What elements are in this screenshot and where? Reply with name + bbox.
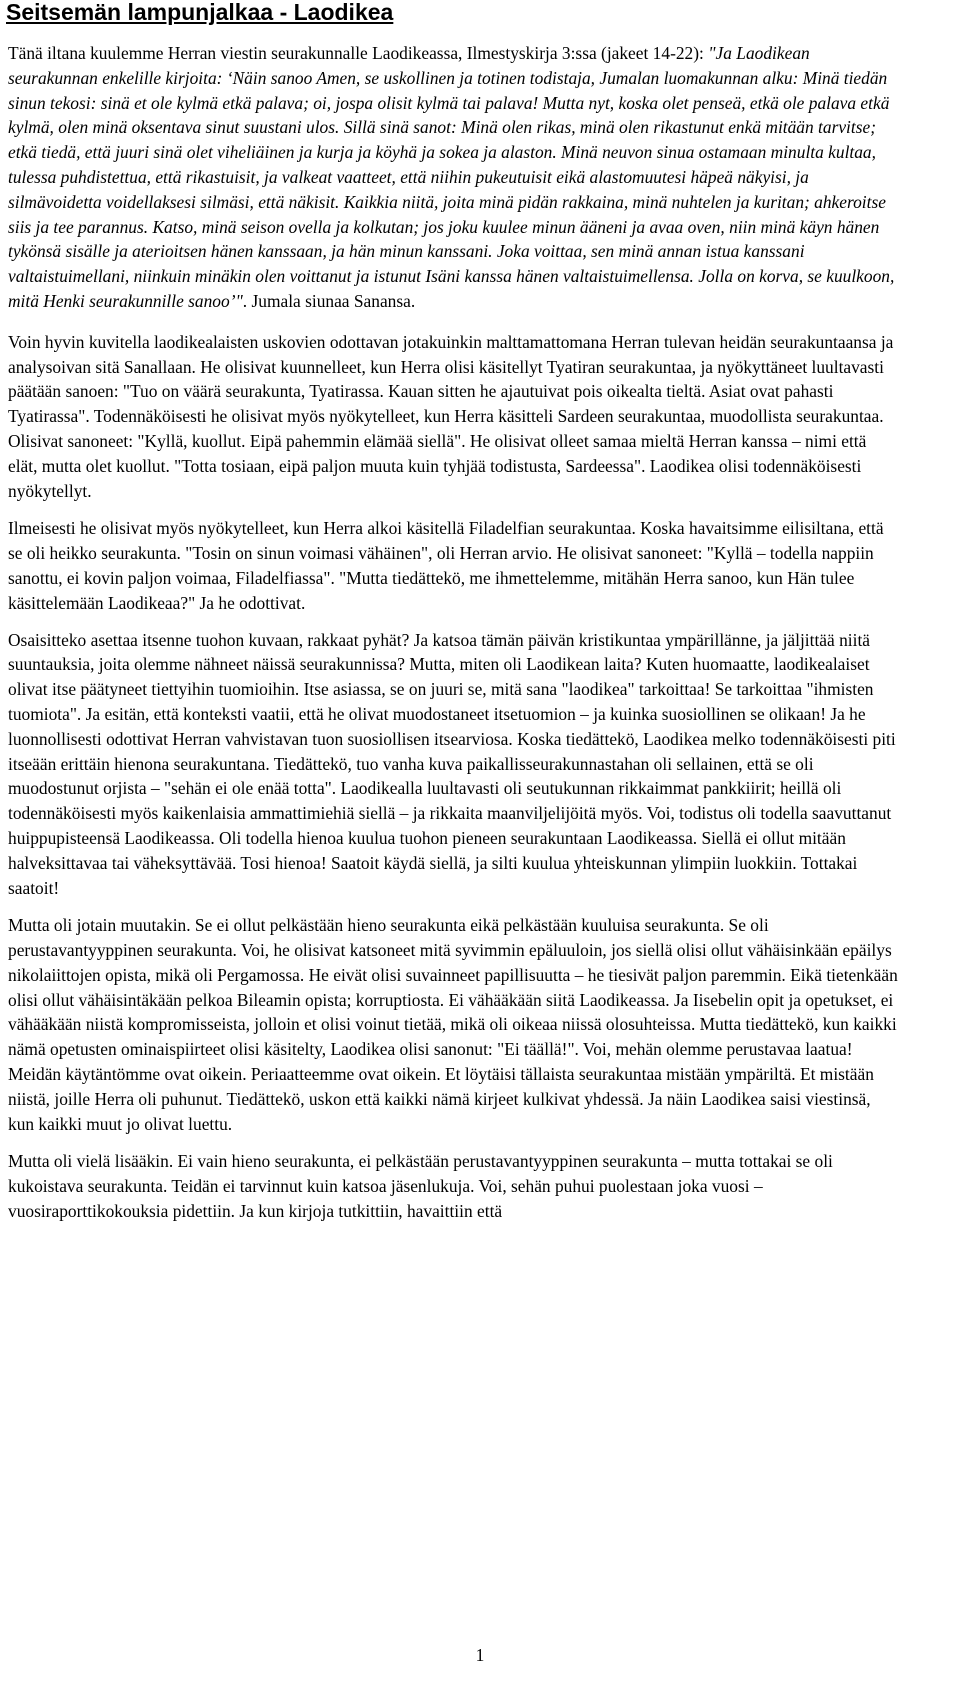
document-body xyxy=(8,41,898,1224)
document-title: Seitsemän lampunjalkaa - Laodikea xyxy=(6,0,394,25)
page-number: 1 xyxy=(475,1645,485,1665)
intro-paragraph xyxy=(8,41,898,314)
intro-lead: Tänä iltana kuulemme Herran viestin seurakunnalle Laodikeassa, Ilmestyskirja 3:ssa (jakeet 14-22): xyxy=(8,43,709,63)
body-paragraph-2: Ilmeisesti he olisivat myös nyökytelleet, kun Herra alkoi käsitellä Filadelfian seurakuntaa. Koska havaitsimme eilisiltana, että se oli heikko seurakunta. "Tosin on sinun voimasi vähäinen", oli Herran arvio. He olisivat sanoneet: "Kyllä – todella nappiin sanottu, ei kovin paljon voimaa, Filadelfiassa". "Mutta tiedättekö, me ihmettelemme, mitähän Herra sanoo, kun Hän tulee käsittelemään Laodikeaa?" Ja he odottivat. xyxy=(8,518,884,613)
body-paragraph-4: Mutta oli jotain muutakin. Se ei ollut pelkästään hieno seurakunta eikä pelkästään kuuluisa seurakunta. Se oli perustavantyyppinen seurakunta. Voi, he olisivat katsoneet mitä syvimmin epäluuloin, jos siellä olisi ollut vähäisinkään epäilys nikolaiittojen opista, mikä oli Pergamossa. He eivät olisi suvainneet papillisuutta – he tiesivät paljon paremmin. Eikä tietenkään olisi ollut vähäisintäkään pelkoa Bileamin opista; korruptiosta. Ei vähääkään siitä Laodikeassa. Ja Iisebelin opit ja opetukset, ei vähääkään niistä kompromisseista, jolloin et olisi voinut tietää, mikä oli oikeaa niissä olosuhteissa. Mutta tiedättekö, kun kaikki nämä opetusten ominaispiirteet olisi käsitelty, Laodikea olisi sanonut: "Ei täällä!". Voi, mehän olemme perustavaa laatua! Meidän käytäntömme ovat oikein. Periaatteemme ovat oikein. Et löytäisi tällaista seurakuntaa mistään ympäriltä. Et mistään niistä, joille Herra oli puhunut. Tiedättekö, uskon että kaikki nämä kirjeet kulkivat yhdessä. Ja näin Laodikea saisi viestinsä, kun kaikki muut jo olivat luettu. xyxy=(8,915,898,1134)
body-paragraph-1: Voin hyvin kuvitella laodikealaisten uskovien odottavan jotakuinkin malttamattomana Herran tulevan heidän seurakuntaansa ja analysoivan sitä Sanallaan. He olisivat kuunnelleet, kun Herra olisi käsitellyt Tyatiran seurakuntaa, ja nyökyttäneet luultavasti päätään sanoen: "Tuo on väärä seurakunta, Tyatirassa. Kauan sitten he ajautuivat pois oikealta tieltä. Asiat ovat pahasti Tyatirassa". Todennäköisesti he olisivat myös nyökytelleet, kun Herra käsitteli Sardeen seurakuntaa, muodollista seurakuntaa. Olisivat sanoneet: "Kyllä, kuollut. Eipä pahemmin elämää siellä". He olisivat olleet samaa mieltä Herran kanssa – nimi että elät, mutta olet kuollut. "Totta tosiaan, eipä paljon muuta kuin tyhjää todistusta, Sardeessa". Laodikea olisi todennäköisesti nyökytellyt. xyxy=(8,331,894,501)
body-paragraph-5: Mutta oli vielä lisääkin. Ei vain hieno seurakunta, ei pelkästään perustavantyyppinen seurakunta – mutta tottakai se oli kukoistava seurakunta. Teidän ei tarvinnut kuin katsoa jäsenlukuja. Voi, sehän puhui puolestaan joka vuosi – vuosiraporttikokouksia pidettiin. Ja kun kirjoja tutkittiin, havaittiin että xyxy=(8,1151,833,1222)
intro-closing: . Jumala siunaa Sanansa. xyxy=(242,290,416,311)
scripture-quote: "Ja Laodikean seurakunnan enkelille kirjoita: ‘Näin sanoo Amen, se uskollinen ja totinen todistaja, Jumalan luomakunnan alku: Minä tiedän sinun tekosi: sinä et ole kylmä etkä palava; oi, jospa olisit kylmä tai palava! Mutta nyt, koska olet penseä, etkä ole palava etkä kylmä, olen minä oksentava sinut suustani ulos. Sillä sinä sanot: Minä olen rikas, minä olen rikastunut enkä mitään tarvitse; etkä tiedä, että juuri sinä olet viheliäinen ja kurja ja köyhä ja sokea ja alaston. Minä neuvon sinua ostamaan minulta kultaa, tulessa puhdistettua, että rikastuisit, ja valkeat vaatteet, että niihin pukeutuisit eikä alastomuutesi häpeä näkyisi, ja silmävoidetta voidellaksesi silmäsi, että näkisit. Kaikkia niitä, joita minä pidän rakkaina, minä nuhtelen ja kuritan; ahkeroitse siis ja tee parannus. Katso, minä seison ovella ja kolkutan; jos joku kuulee minun ääneni ja avaa oven, niin minä käyn hänen tykönsä sisälle ja aterioitsen hänen kanssaan, ja hän minun kanssani. Joka voittaa, sen minä annan istua kanssani valtaistuimellani, niinkuin minäkin olen voittanut ja istunut Isäni kanssa hänen valtaistuimellensa. Jolla on korva, se kuulkoon, mitä Henki seurakunnille sanoo’" xyxy=(8,43,895,311)
body-paragraph-3: Osaisitteko asettaa itsenne tuohon kuvaan, rakkaat pyhät? Ja katsoa tämän päivän kristikuntaa ympärillänne, ja jäljittää niitä suuntauksia, joita olemme nähneet näissä seurakunnissa? Mutta, miten oli Laodikean laita? Kuten huomaatte, laodikealaiset olivat itse päätyneet tiettyihin tuomioihin. Itse asiassa, se on juuri se, mitä sana "laodikea" tarkoittaa! Se tarkoittaa "ihmisten tuomiota". Ja esitän, että konteksti vaatii, että he olivat muodostaneet itsetuomion – ja kuinka suosiollinen se olikaan! Ja he luonnollisesti odottivat Herran vahvistavan tuon suosiollisen itsearviosa. Koska tiedättekö, Laodikea melko todennäköisesti piti itseään erittäin hienona seurakuntana. Tiedättekö, tuo vanha kuva paikallisseurakunnastahan oli sellainen, että se oli muodostunut orjista – "sehän ei ole enää totta". Laodikealla luultavasti oli seutukunnan rikkaimmat pankkiirit; heillä oli todennäköisesti myös kaikenlaisia ammattimiehiä siellä – ja rikkaita maanviljelijöitä myös. Voi, todistus oli todella saavuttanut huippupisteensä Laodikeassa. Oli todella hienoa kuulua tuohon pieneen seurakuntaan Laodikeassa. Siellä ei ollut mitään halveksittavaa tai väheksyttävää. Tosi hienoa! Saatoit käydä siellä, ja silti kuulua yhteiskunnan ylimpiin luokkiin. Tottakai saatoit! xyxy=(8,629,896,898)
